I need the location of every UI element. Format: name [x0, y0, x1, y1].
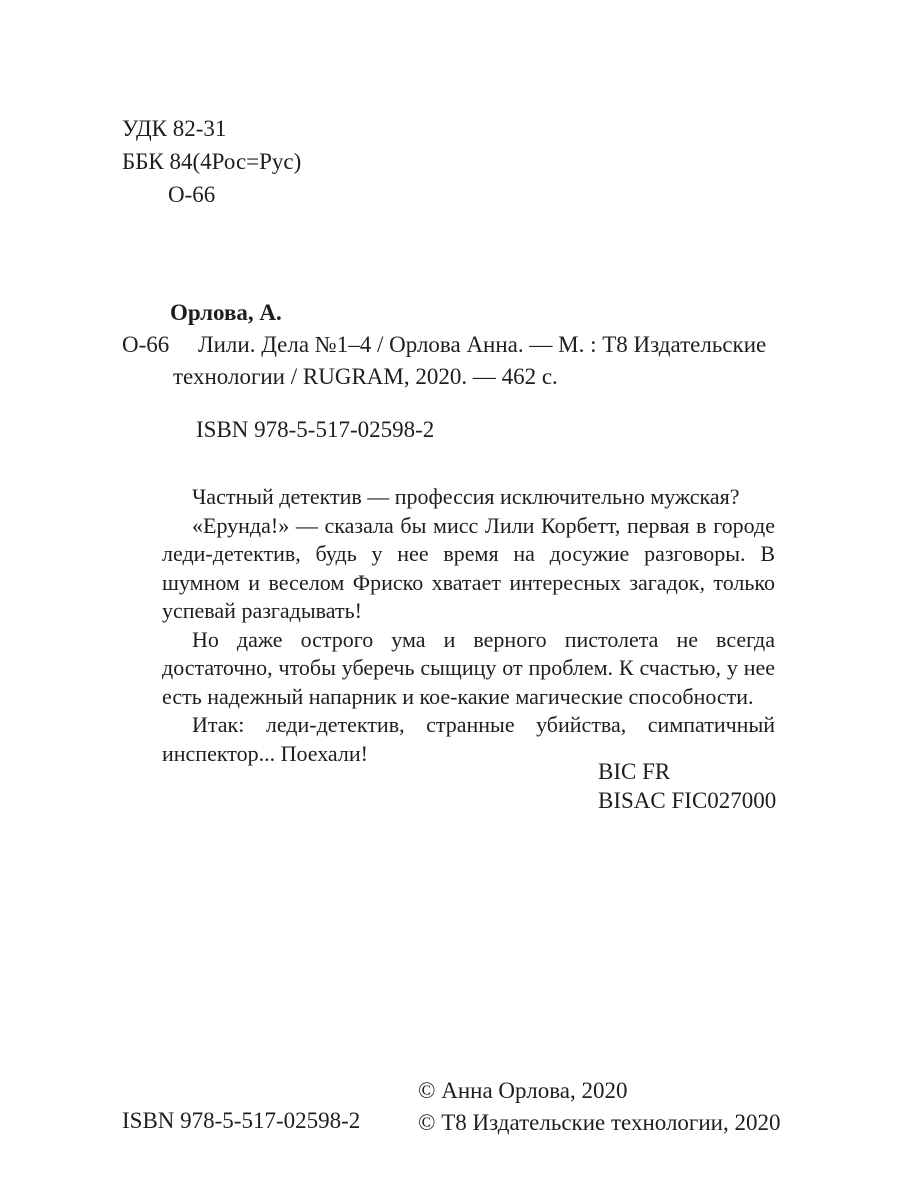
annotation-paragraph: «Ерунда!» — сказала бы мисс Лили Корбетт, первая в городе леди-детектив, будь у нее время на досужие разговоры. В шумном и веселом Фриско хватает интересных загадок, только успевай разгадывать! [162, 512, 775, 623]
catalog-author-heading: Орлова, А. [170, 300, 282, 325]
annotation-paragraph: Частный детектив — профессия исключительно мужская? [192, 484, 740, 509]
footer-isbn: ISBN 978-5-517-02598-2 [122, 1108, 361, 1133]
annotation-block [162, 483, 775, 768]
catalog-author-sign: О-66 [122, 332, 170, 357]
catalog-entry-line1: Лили. Дела №1–4 / Орлова Анна. — М. : Т8 Издательские [198, 332, 767, 357]
udk-code: УДК 82-31 [122, 116, 227, 141]
annotation-paragraph: Итак: леди-детектив, странные убийства, симпатичный инспектор... Поехали! [162, 712, 775, 766]
trade-codes-block [598, 757, 776, 815]
copyright-publisher: © Т8 Издательские технологии, 2020 [418, 1110, 781, 1135]
isbn-line: ISBN 978-5-517-02598-2 [196, 417, 435, 442]
annotation-paragraph: Но даже острого ума и верного пистолета не всегда достаточно, чтобы уберечь сыщицу от проблем. К счастью, у нее есть надежный напарник и кое-какие магические способности. [162, 626, 775, 709]
bic-code: BIC FR [598, 759, 671, 784]
bisac-code: BISAC FIC027000 [598, 788, 777, 813]
author-sign: О-66 [168, 182, 216, 207]
catalog-entry-line2: технологии / RUGRAM, 2020. — 462 с. [173, 364, 558, 389]
classification-block [122, 112, 301, 211]
bbk-code: ББК 84(4Рос=Рус) [122, 149, 302, 174]
catalog-entry-row [122, 332, 766, 358]
copyright-author: © Анна Орлова, 2020 [418, 1078, 628, 1103]
